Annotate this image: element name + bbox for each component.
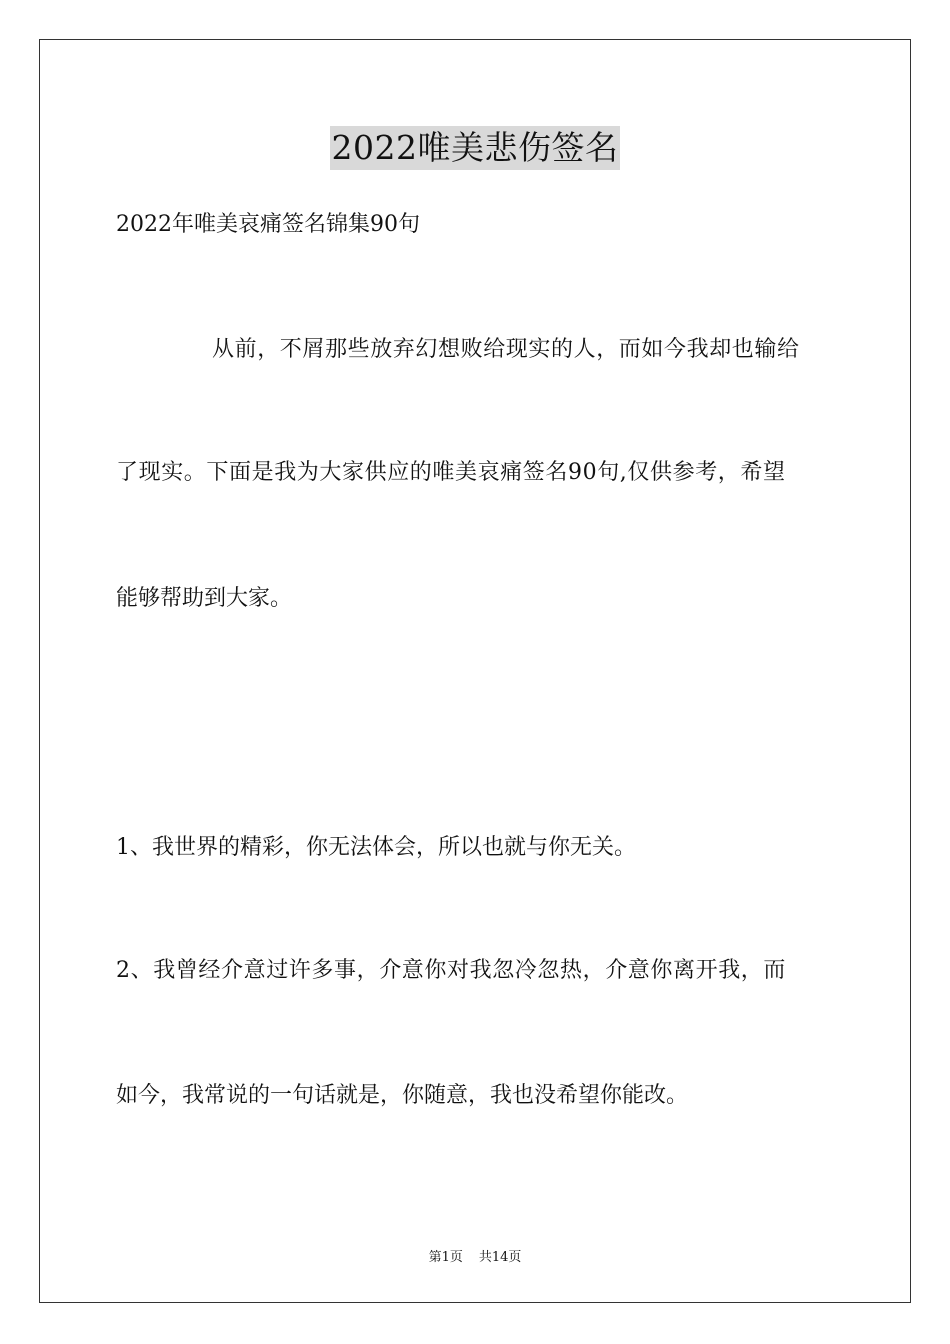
page-number-total: 共14页 xyxy=(478,1250,522,1265)
page-footer xyxy=(0,1249,950,1267)
document-title: 2022唯美悲伤签名 xyxy=(330,126,621,170)
intro-paragraph-line-2: 了现实。下面是我为大家供应的唯美哀痛签名90句,仅供参考，希望 xyxy=(116,460,786,485)
intro-paragraph-line-1: 从前，不屑那些放弃幻想败给现实的人，而如今我却也输给 xyxy=(212,337,800,362)
page-number-current: 第1页 xyxy=(428,1250,463,1265)
list-item-1: 1、我世界的精彩，你无法体会，所以也就与你无关。 xyxy=(116,835,636,860)
list-item-2-line-1: 2、我曾经介意过许多事，介意你对我忽冷忽热，介意你离开我，而 xyxy=(116,958,786,983)
document-subtitle: 2022年唯美哀痛签名锦集90句 xyxy=(116,212,420,237)
list-item-2-line-2: 如今，我常说的一句话就是，你随意，我也没希望你能改。 xyxy=(116,1083,689,1108)
title-container xyxy=(0,126,950,170)
intro-paragraph-line-3: 能够帮助到大家。 xyxy=(116,586,293,611)
